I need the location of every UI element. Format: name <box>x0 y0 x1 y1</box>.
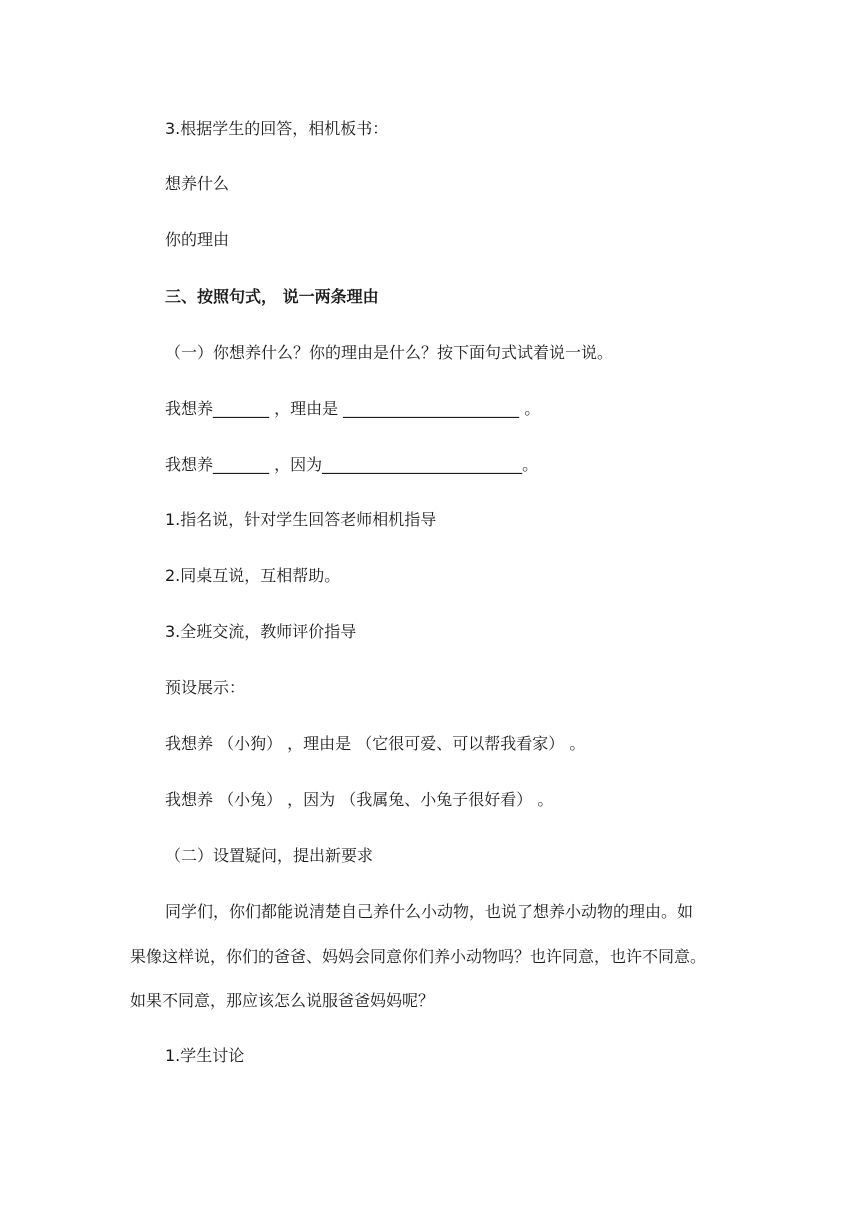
subsection-one-heading: （一）你想养什么？你的理由是什么？按下面句式试着说一说。 <box>165 343 614 362</box>
step-3: 3.全班交流，教师评价指导 <box>165 622 357 641</box>
paragraph-line-2: 果像这样说，你们的爸爸、妈妈会同意你们养小动物吗？也许同意，也许不同意。 <box>130 947 707 966</box>
subsection-two-heading: （二）设置疑问，提出新要求 <box>165 846 374 865</box>
example-two: 我想养 （小兔） ，因为 （我属兔、小兔子很好看） 。 <box>165 790 554 809</box>
sentence-pattern-two: 我想养_______ ，因为_________________________。 <box>165 455 539 474</box>
section-heading: 三、按照句式， 说一两条理由 <box>165 287 379 306</box>
paragraph-line-1: 同学们，你们都能说清楚自己养什么小动物，也说了想养小动物的理由。如 <box>165 902 694 921</box>
discussion-step: 1.学生讨论 <box>165 1046 245 1065</box>
step-3-heading: 3.根据学生的回答，相机板书： <box>165 119 389 138</box>
preset-display-label: 预设展示： <box>165 678 246 697</box>
example-one: 我想养 （小狗） ，理由是 （它很可爱、可以帮我看家） 。 <box>165 734 586 753</box>
step-1: 1.指名说，针对学生回答老师相机指导 <box>165 510 437 529</box>
board-item-what: 想养什么 <box>165 174 230 193</box>
board-item-reason: 你的理由 <box>165 230 230 249</box>
sentence-pattern-one: 我想养_______ ，理由是 ______________________ 。 <box>165 399 541 418</box>
paragraph-line-3: 如果不同意，那应该怎么说服爸爸妈妈呢？ <box>130 991 435 1010</box>
step-2: 2.同桌互说，互相帮助。 <box>165 566 341 585</box>
